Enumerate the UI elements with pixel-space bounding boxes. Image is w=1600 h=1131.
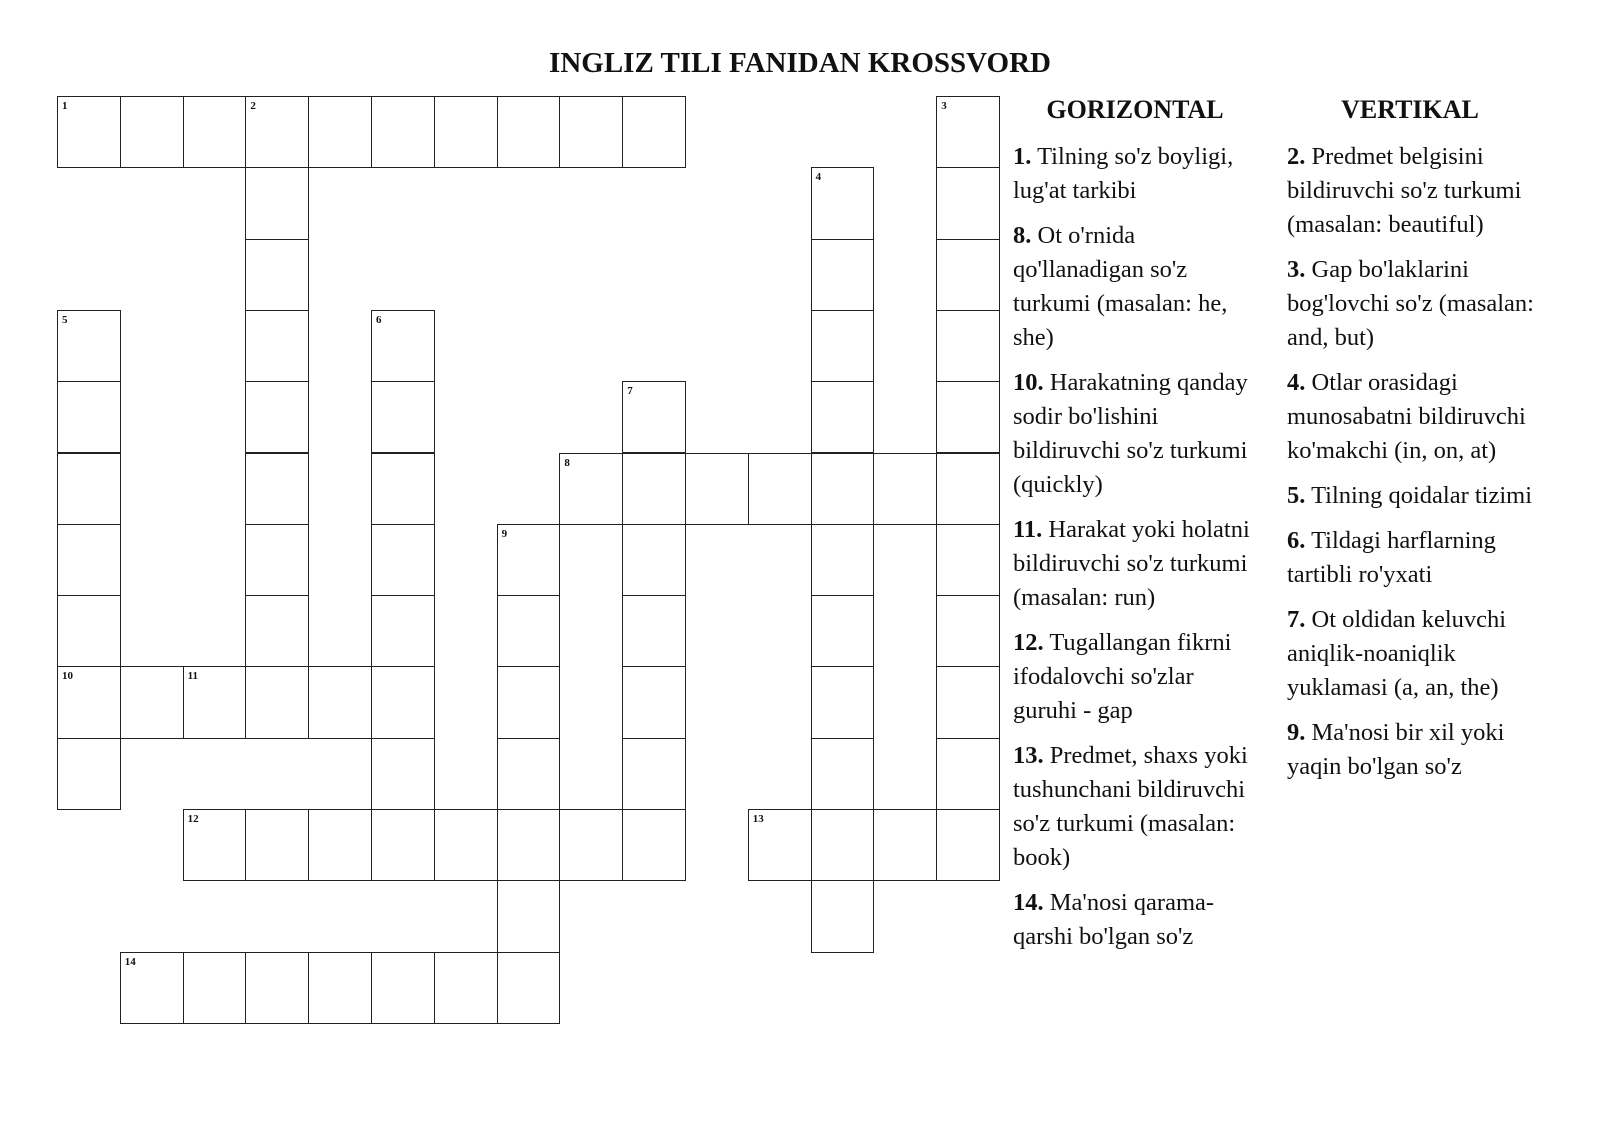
grid-cell[interactable]	[371, 666, 435, 738]
grid-cell[interactable]	[57, 666, 121, 738]
clue-number: 6.	[1287, 527, 1306, 554]
grid-cell[interactable]	[245, 524, 309, 596]
clue-text: Ma'nosi bir xil yoki yaqin bo'lgan so'z	[1287, 719, 1505, 780]
grid-cell[interactable]	[308, 809, 372, 881]
grid-cell[interactable]	[811, 453, 875, 525]
grid-cell[interactable]	[434, 952, 498, 1024]
grid-cell[interactable]	[245, 239, 309, 311]
grid-cell[interactable]	[434, 809, 498, 881]
grid-cell[interactable]	[811, 381, 875, 453]
grid-cell[interactable]	[120, 666, 184, 738]
grid-cell[interactable]	[936, 239, 1000, 311]
across-clue	[1013, 219, 1261, 355]
grid-cell[interactable]	[120, 96, 184, 168]
grid-cell[interactable]	[371, 595, 435, 667]
clue-number: 4.	[1287, 369, 1306, 396]
grid-cell[interactable]	[57, 595, 121, 667]
grid-cell[interactable]	[497, 738, 561, 810]
grid-cell[interactable]	[183, 666, 247, 738]
down-heading: VERTIKAL	[1341, 95, 1479, 124]
grid-cell[interactable]	[497, 96, 561, 168]
page-title: INGLIZ TILI FANIDAN KROSSVORD	[549, 47, 1051, 79]
grid-cell[interactable]	[120, 952, 184, 1024]
down-clue	[1287, 366, 1549, 468]
grid-cell[interactable]	[371, 524, 435, 596]
grid-cell[interactable]	[936, 310, 1000, 382]
grid-cell[interactable]	[748, 809, 812, 881]
grid-cell[interactable]	[936, 453, 1000, 525]
clue-number: 11.	[1013, 516, 1043, 543]
grid-cell[interactable]	[748, 453, 812, 525]
cell-number: 8	[564, 456, 570, 469]
cell-number: 2	[250, 100, 256, 112]
grid-cell[interactable]	[811, 738, 875, 810]
cell-number: 5	[62, 313, 68, 326]
grid-cell[interactable]	[57, 453, 121, 525]
clue-number: 13.	[1013, 742, 1044, 769]
cell-number: 11	[187, 670, 198, 683]
clue-number: 7.	[1287, 606, 1306, 633]
grid-cell[interactable]	[371, 381, 435, 453]
cell-number: 13	[752, 813, 764, 825]
grid-cell[interactable]	[497, 666, 561, 738]
grid-cell[interactable]	[497, 809, 561, 881]
across-clue-list	[1013, 140, 1261, 965]
clue-number: 1.	[1013, 143, 1032, 170]
clue-number: 9.	[1287, 719, 1306, 746]
grid-cell[interactable]	[497, 952, 561, 1024]
clue-text: Tugallangan fikrni ifodalovchi so'zlar guruhi - gap	[1013, 629, 1232, 724]
cell-number: 7	[627, 385, 633, 398]
grid-cell[interactable]	[559, 809, 623, 881]
clue-text: Tilning qoidalar tizimi	[1311, 482, 1533, 509]
clue-number: 5.	[1287, 482, 1306, 509]
grid-cell[interactable]	[57, 310, 121, 382]
cell-number: 12	[187, 813, 199, 825]
clue-text: Tilning so'z boyligi, lug'at tarkibi	[1013, 143, 1234, 204]
across-clue	[1013, 140, 1261, 208]
clue-text: Predmet, shaxs yoki tushunchani bildiruvchi so'z turkumi (masalan: book)	[1013, 742, 1248, 871]
grid-cell[interactable]	[811, 167, 875, 239]
grid-cell[interactable]	[622, 381, 686, 453]
grid-cell[interactable]	[245, 952, 309, 1024]
grid-cell[interactable]	[936, 809, 1000, 881]
clue-text: Ot oldidan keluvchi aniqlik-noaniqlik yuklamasi (a, an, the)	[1287, 606, 1507, 701]
grid-cell[interactable]	[873, 809, 937, 881]
grid-cell[interactable]	[811, 310, 875, 382]
clue-number: 3.	[1287, 256, 1306, 283]
clue-text: Ot o'rnida qo'llanadigan so'z turkumi (masalan: he, she)	[1013, 222, 1228, 351]
grid-cell[interactable]	[811, 666, 875, 738]
grid-cell[interactable]	[308, 666, 372, 738]
cell-number: 4	[815, 171, 822, 184]
across-clue	[1013, 513, 1261, 615]
grid-cell[interactable]	[245, 595, 309, 667]
grid-cell[interactable]	[371, 738, 435, 810]
down-clue	[1287, 603, 1549, 705]
grid-cell[interactable]	[245, 96, 309, 168]
grid-cell[interactable]	[371, 96, 435, 168]
grid-cell[interactable]	[497, 880, 561, 952]
grid-cell[interactable]	[245, 381, 309, 453]
grid-cell[interactable]	[622, 666, 686, 738]
down-clue	[1287, 524, 1549, 592]
grid-cell[interactable]	[57, 524, 121, 596]
down-clue	[1287, 716, 1549, 784]
grid-cell[interactable]	[559, 96, 623, 168]
grid-cell[interactable]	[497, 524, 561, 596]
clue-number: 14.	[1013, 889, 1044, 916]
clue-number: 2.	[1287, 143, 1306, 170]
grid-cell[interactable]	[57, 381, 121, 453]
grid-cell[interactable]	[622, 524, 686, 596]
grid-cell[interactable]	[371, 952, 435, 1024]
grid-cell[interactable]	[811, 239, 875, 311]
down-clue-list	[1287, 140, 1549, 795]
cell-number: 3	[941, 100, 947, 112]
grid-cell[interactable]	[936, 524, 1000, 596]
across-clue	[1013, 739, 1261, 875]
down-clue	[1287, 479, 1549, 513]
grid-cell[interactable]	[936, 96, 1000, 168]
cell-number: 9	[501, 527, 508, 540]
grid-cell[interactable]	[622, 738, 686, 810]
cell-number: 1	[62, 100, 68, 112]
grid-cell[interactable]	[873, 453, 937, 525]
clue-number: 12.	[1013, 629, 1044, 656]
grid-cell[interactable]	[497, 595, 561, 667]
grid-cell[interactable]	[245, 310, 309, 382]
grid-cell[interactable]	[622, 595, 686, 667]
grid-cell[interactable]	[685, 453, 749, 525]
clue-text: Tildagi harflarning tartibli ro'yxati	[1287, 527, 1496, 588]
down-clue	[1287, 140, 1549, 242]
cell-number: 6	[376, 313, 382, 326]
grid-cell[interactable]	[308, 96, 372, 168]
across-heading: GORIZONTAL	[1046, 95, 1224, 124]
grid-cell[interactable]	[371, 310, 435, 382]
grid-cell[interactable]	[559, 453, 623, 525]
across-clue	[1013, 626, 1261, 728]
grid-cell[interactable]	[936, 595, 1000, 667]
cell-number: 14	[124, 955, 136, 968]
grid-cell[interactable]	[183, 952, 247, 1024]
grid-cell[interactable]	[811, 524, 875, 596]
grid-cell[interactable]	[308, 952, 372, 1024]
clue-text: Gap bo'laklarini bog'lovchi so'z (masalan: and, but)	[1287, 256, 1534, 351]
grid-cell[interactable]	[811, 880, 875, 952]
grid-cell[interactable]	[245, 666, 309, 738]
clue-text: Otlar orasidagi munosabatni bildiruvchi ko'makchi (in, on, at)	[1287, 369, 1526, 464]
clue-text: Predmet belgisini bildiruvchi so'z turkumi (masalan: beautiful)	[1287, 143, 1522, 238]
grid-cell[interactable]	[57, 738, 121, 810]
grid-cell[interactable]	[245, 809, 309, 881]
grid-cell[interactable]	[622, 809, 686, 881]
cell-number: 10	[62, 670, 73, 683]
grid-cell[interactable]	[371, 453, 435, 525]
clue-text: Harakatning qanday sodir bo'lishini bildiruvchi so'z turkumi (quickly)	[1013, 369, 1248, 498]
grid-cell[interactable]	[811, 595, 875, 667]
clue-text: Harakat yoki holatni bildiruvchi so'z turkumi (masalan: run)	[1013, 516, 1250, 611]
grid-cell[interactable]	[936, 167, 1000, 239]
grid-cell[interactable]	[936, 666, 1000, 738]
grid-cell[interactable]	[245, 453, 309, 525]
grid-cell[interactable]	[936, 738, 1000, 810]
across-clue	[1013, 886, 1261, 954]
grid-cell[interactable]	[245, 167, 309, 239]
grid-cell[interactable]	[57, 96, 121, 168]
grid-cell[interactable]	[183, 96, 247, 168]
grid-cell[interactable]	[434, 96, 498, 168]
clue-number: 8.	[1013, 222, 1032, 249]
grid-cell[interactable]	[371, 809, 435, 881]
grid-cell[interactable]	[622, 96, 686, 168]
grid-cell[interactable]	[936, 381, 1000, 453]
down-clue	[1287, 253, 1549, 355]
grid-cell[interactable]	[622, 453, 686, 525]
across-clue	[1013, 366, 1261, 502]
clue-text: Ma'nosi qarama-qarshi bo'lgan so'z	[1013, 889, 1215, 950]
clue-number: 10.	[1013, 369, 1044, 396]
grid-cell[interactable]	[183, 809, 247, 881]
grid-cell[interactable]	[811, 809, 875, 881]
